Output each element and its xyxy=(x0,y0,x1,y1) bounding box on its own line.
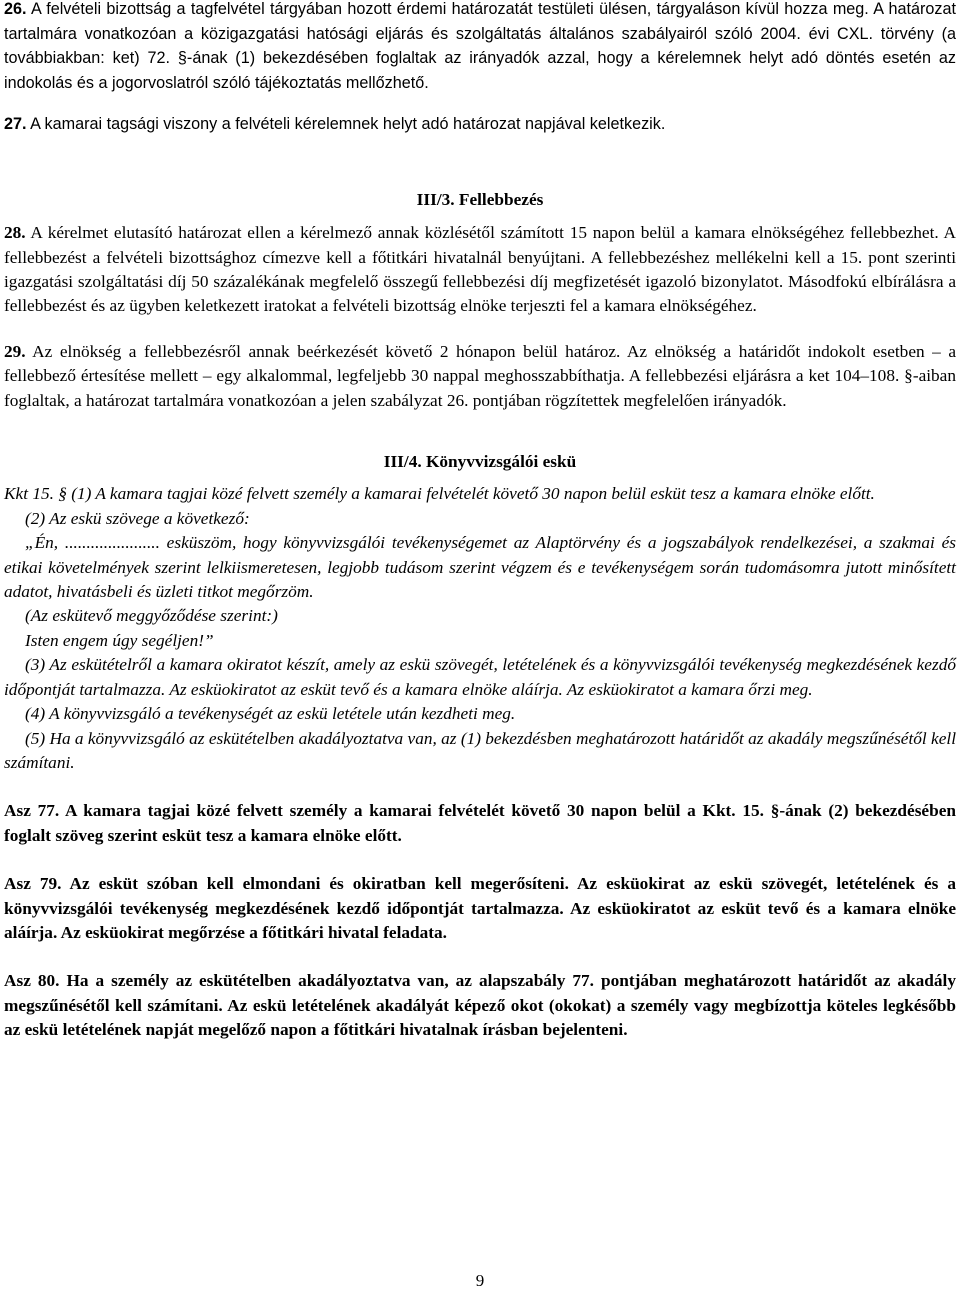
kkt15-oath-text: „Én, ...................... esküszöm, hogy könyvvizsgálói tevékenységemet az Alaptörvény és a jogszabályok rendelkezései, a szakmai és etikai követelmények szerint lelkiismeretesen, legjobb tudásom szerint végzem és e tevékenységem során tudomásomra jutott minősített adatot, hivatásbeli és üzleti titkot megőrzöm. xyxy=(4,533,956,602)
paragraph-text: A kamarai tagsági viszony a felvételi kérelemnek helyt adó határozat napjával keletkezik. xyxy=(26,115,666,134)
kkt15-paragraph-4: (4) A könyvvizsgáló a tevékenységét az eskü letétele után kezdheti meg. xyxy=(25,704,516,724)
kkt15-oath-belief: (Az eskütevő meggyőződése szerint:) xyxy=(25,606,278,626)
section-heading-iii4: III/4. Könyvvizsgálói eskü xyxy=(383,452,577,472)
kkt15-paragraph-3: (3) Az eskütételről a kamara okiratot készít, amely az eskü szövegét, letételének és a könyvvizsgálói tevékenység megkezdésének kezdő időpontját tartalmazza. Az esküokiratot az esküt tevő és a kamara elnöke aláírja. Az esküokiratot a kamara őrzi meg. xyxy=(4,655,956,699)
section-heading-iii3: III/3. Fellebbezés xyxy=(416,189,544,209)
page-number: 9 xyxy=(475,1271,485,1290)
paragraph-number: 26. xyxy=(4,0,27,18)
asz-77: Asz 77. A kamara tagjai közé felvett személy a kamarai felvételét követő 30 napon belül a Kkt. 15. §-ának (2) bekezdésében foglalt szöveg szerint esküt tesz a kamara elnöke előtt. xyxy=(4,801,956,845)
paragraph-text: Az elnökség a fellebbezésről annak beérkezését követő 2 hónapon belül határoz. Az elnökség a határidőt indokolt esetben – a fellebbező értesítése mellett – egy alkalommal, legfeljebb 30 nappal meghosszabbíthatja. A fellebbezési eljárásra a ket 104–108. §-aiban foglaltak, a határozat tartalmára vonatkozóan a jelen szabályzat 26. pontjában rögzítettek megfelelően irányadók. xyxy=(4,341,956,410)
asz-79: Asz 79. Az esküt szóban kell elmondani és okiratban kell megerősíteni. Az esküokirat az eskü szövegét, letételének és a könyvvizsgálói tevékenység megkezdésének kezdő időpontját tartalmazza. Az esküokiratot az esküt tevő és a kamara elnöke aláírja. Az esküokirat megőrzése a főtitkári hivatal feladata. xyxy=(4,874,956,942)
paragraph-28 xyxy=(4,221,956,319)
paragraph-text: A kérelmet elutasító határozat ellen a kérelmező annak közlésétől számított 15 napon belül a kamara elnökségéhez fellebbezhet. A fellebbezést a felvételi bizottsághoz címezve kell a főtitkári hivatalnál benyújtani. A fellebbezéshez mellékelni kell a 15. pont szerinti igazgatási szolgáltatási díj 50 százalékának megfelelő összegű fellebbezési díj megfizetését igazoló bizonylatot. Másodfokú elbírálásra a fellebbezést és az ügyben keletkezett iratokat a felvételi bizottság elnöke terjeszti fel a kamara elnökségéhez. xyxy=(4,223,956,316)
paragraph-number: 28. xyxy=(4,223,26,243)
kkt15-paragraph-5: (5) Ha a könyvvizsgáló az eskütételben akadályoztatva van, az (1) bekezdésben meghatározott határidőt az akadály megszűnésétől kell számítani. xyxy=(4,728,956,772)
kkt15-paragraph-2: (2) Az eskü szövege a következő: xyxy=(25,508,250,528)
paragraph-number: 27. xyxy=(4,115,27,134)
paragraph-text: A felvételi bizottság a tagfelvétel tárgyában hozott érdemi határozatát testületi ülésen, tárgyaláson kívül hozza meg. A határozat tartalmára vonatkozóan a közigazgatási hatósági eljárás és szolgáltatás általános szabályairól szóló 2004. évi CXL. törvény (a továbbiakban: ket) 72. §-ának (1) bekezdésében foglaltak az irányadók azzal, hogy a kérelemnek helyt adó döntés esetén az indokolás és a jogorvoslatról szóló tájékoztatás mellőzhető. xyxy=(4,0,956,92)
paragraph-27 xyxy=(4,112,956,136)
paragraph-number: 29. xyxy=(4,341,26,361)
paragraph-29 xyxy=(4,340,956,413)
paragraph-26 xyxy=(4,0,956,95)
kkt15-paragraph-1: Kkt 15. § (1) A kamara tagjai közé felvett személy a kamarai felvételét követő 30 napon belül esküt tesz a kamara elnöke előtt. xyxy=(4,484,875,504)
kkt15-oath-closing: Isten engem úgy segéljen!” xyxy=(25,630,214,650)
asz-80: Asz 80. Ha a személy az eskütételben akadályoztatva van, az alapszabály 77. pontjában meghatározott határidőt az akadály megszűnésétől kell számítani. Az eskü letételének akadályát képező okot (okokat) a személy vagy megbízottja köteles legkésőbb az eskü letételének napját megelőző napon a főtitkári hivatalnak írásban bejelenteni. xyxy=(4,971,956,1040)
